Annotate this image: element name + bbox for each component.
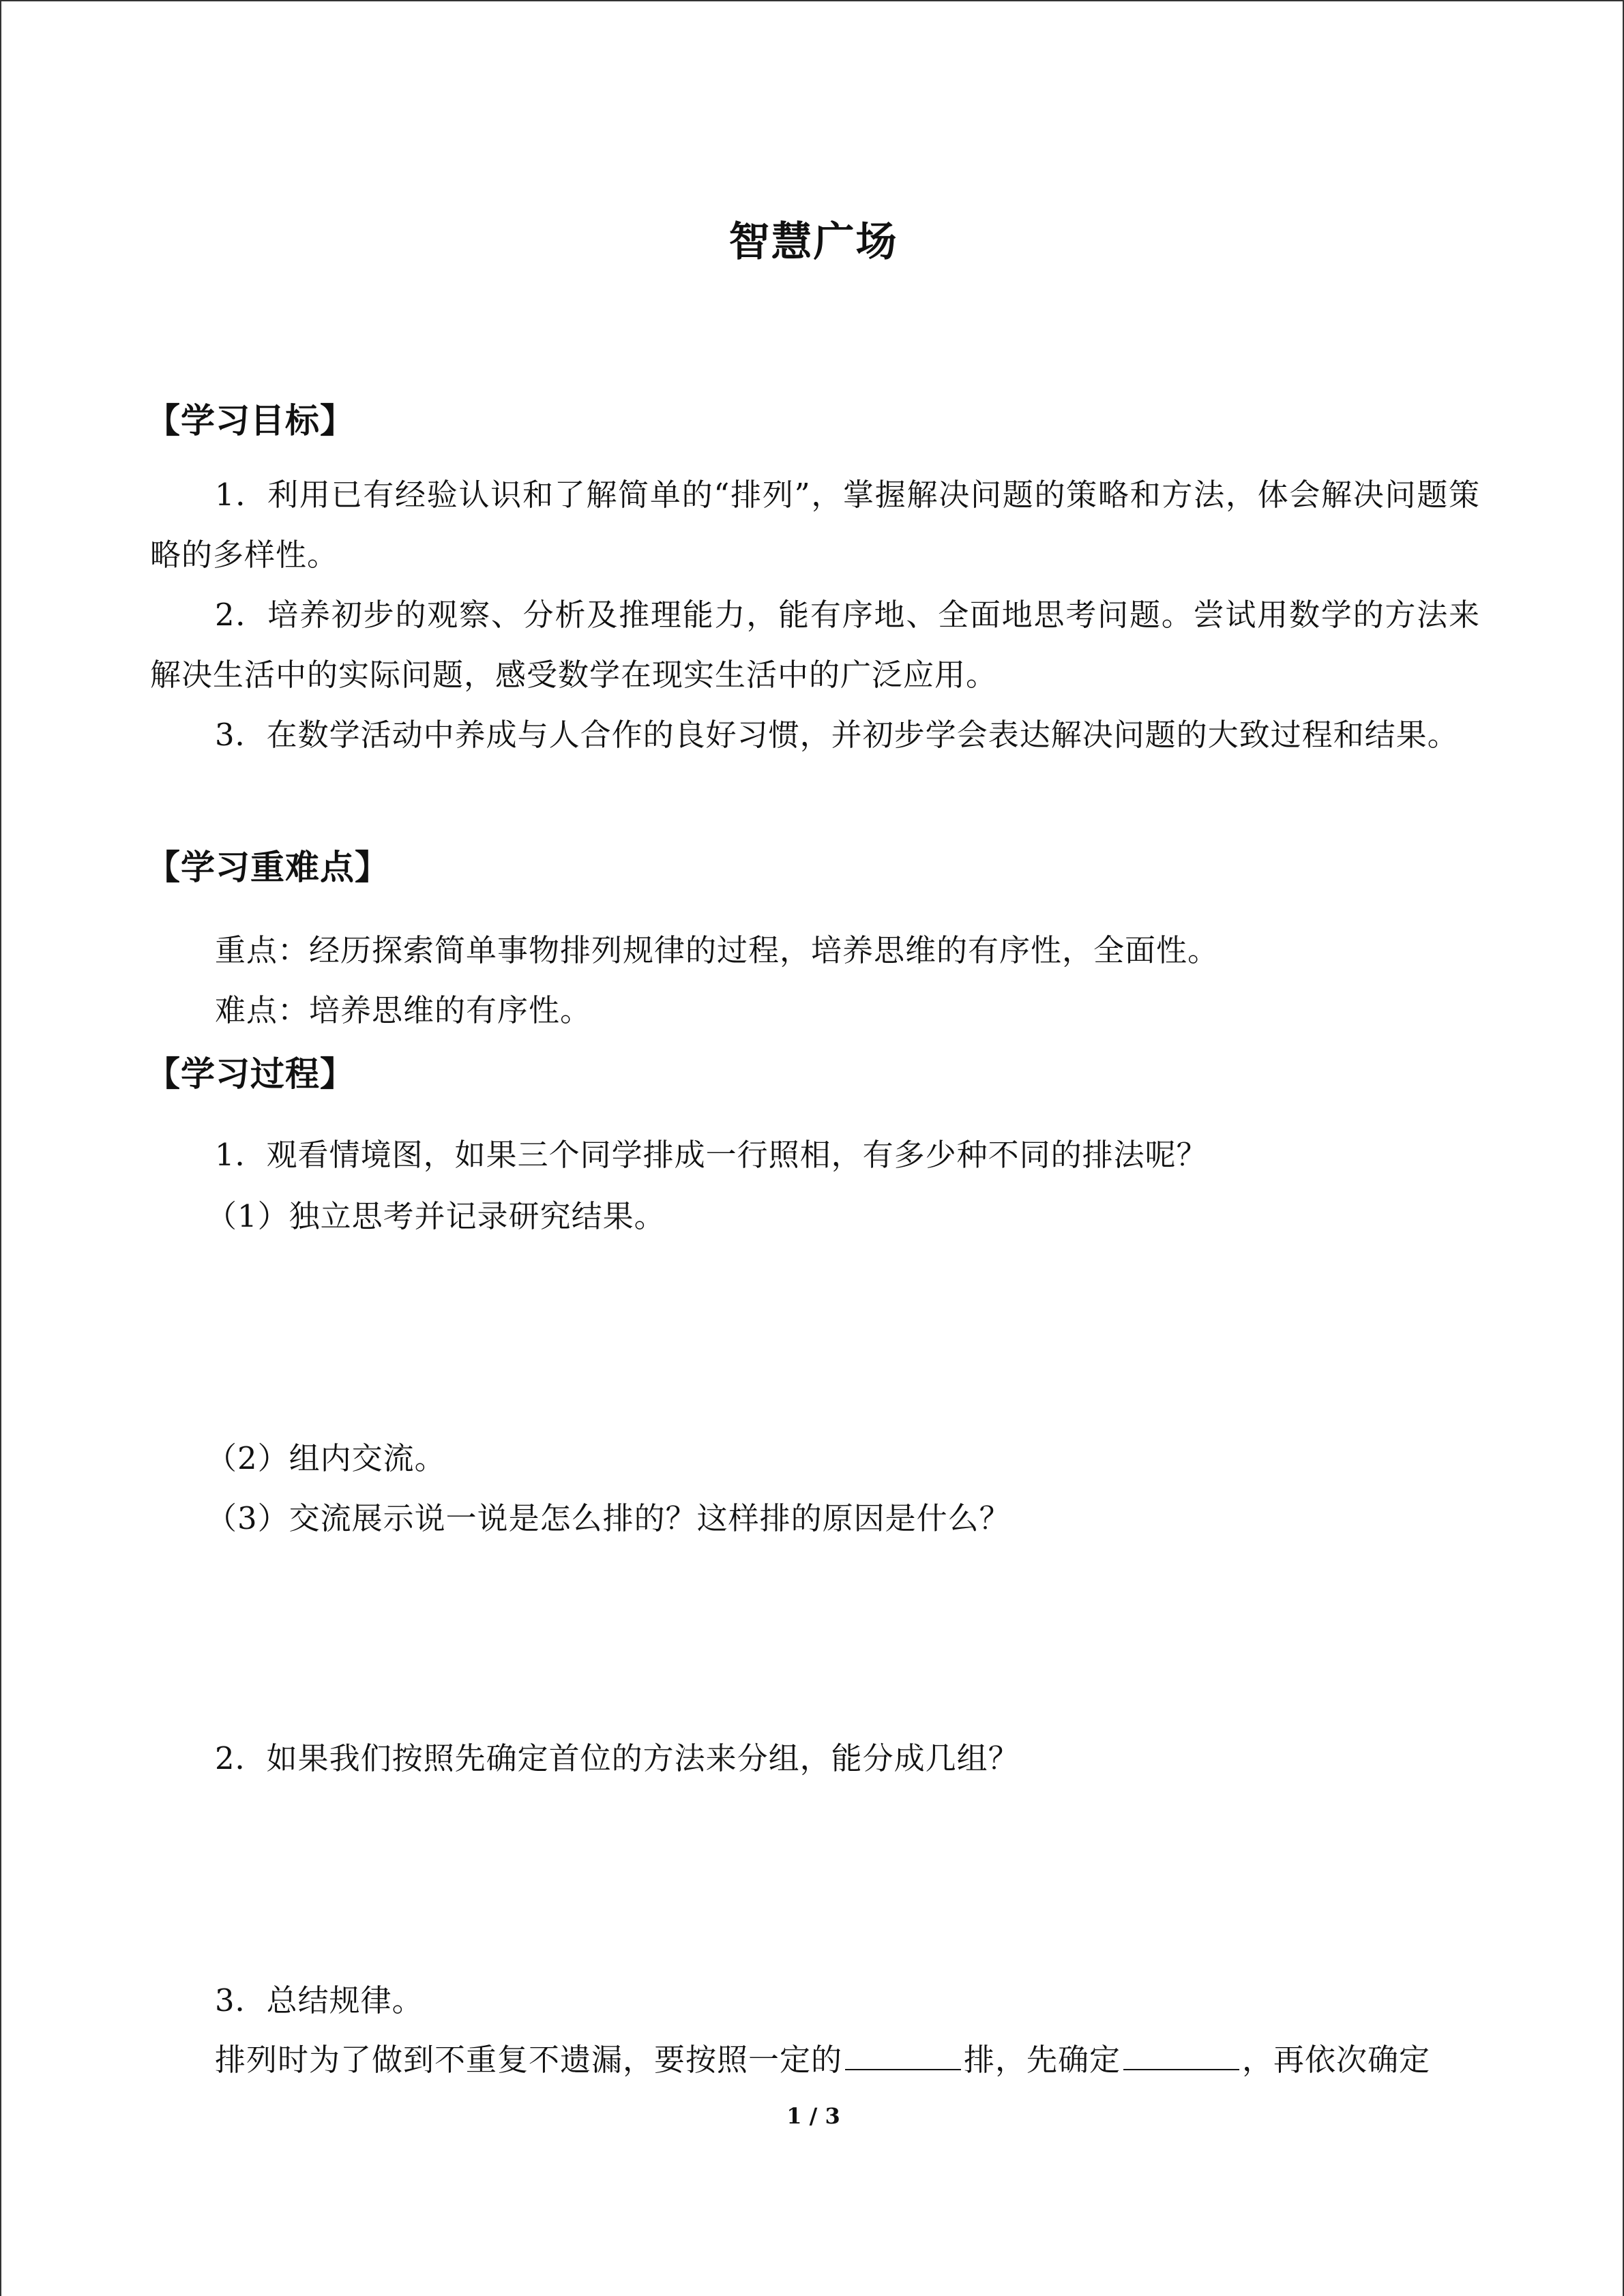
difficult-point-text: 难点：培养思维的有序性。	[215, 992, 592, 1028]
goal-item-3: 3．在数学活动中养成与人合作的良好习惯，并初步学会表达解决问题的大致过程和结果。	[215, 717, 1459, 753]
goal-item-2: 2．培养初步的观察、分析及推理能力，能有序地、全面地思考问题。尝试用数学的方法来解决生活中的实际问题，感受数学在现实生活中的广泛应用。	[150, 597, 1480, 693]
question-1-sub-3: （3）交流展示说一说是怎么排的？这样排的原因是什么？	[206, 1500, 1011, 1536]
rule-sentence	[215, 2035, 1430, 2079]
rule-text-part-1: 排列时为了做到不重复不遗漏，要按照一定的	[215, 2042, 843, 2078]
key-point-text: 重点：经历探索简单事物排列规律的过程，培养思维的有序性，全面性。	[215, 932, 1220, 968]
goal-item-1: 1．利用已有经验认识和了解简单的“排列”，掌握解决问题的策略和方法，体会解决问题策略的多样性。	[150, 477, 1480, 573]
fill-blank-1[interactable]	[845, 2043, 961, 2070]
rule-text-part-3: ，再依次确定	[1242, 2042, 1431, 2078]
fill-blank-2[interactable]	[1123, 2043, 1239, 2070]
question-1: 1．观看情境图，如果三个同学排成一行照相，有多少种不同的排法呢？	[215, 1137, 1208, 1173]
heading-key-difficult-points: 【学习重难点】	[146, 848, 389, 887]
rule-text-part-2: 排，先确定	[964, 2042, 1121, 2078]
question-2: 2．如果我们按照先确定首位的方法来分组，能分成几组？	[215, 1740, 1020, 1776]
heading-learning-goals: 【学习目标】	[146, 401, 355, 441]
question-3: 3．总结规律。	[215, 1982, 424, 2018]
question-1-sub-1: （1）独立思考并记录研究结果。	[206, 1198, 666, 1234]
page-number: 1 / 3	[786, 2103, 840, 2129]
page-title: 智慧广场	[728, 218, 898, 266]
heading-learning-process: 【学习过程】	[146, 1054, 355, 1094]
question-1-sub-2: （2）组内交流。	[206, 1440, 446, 1476]
